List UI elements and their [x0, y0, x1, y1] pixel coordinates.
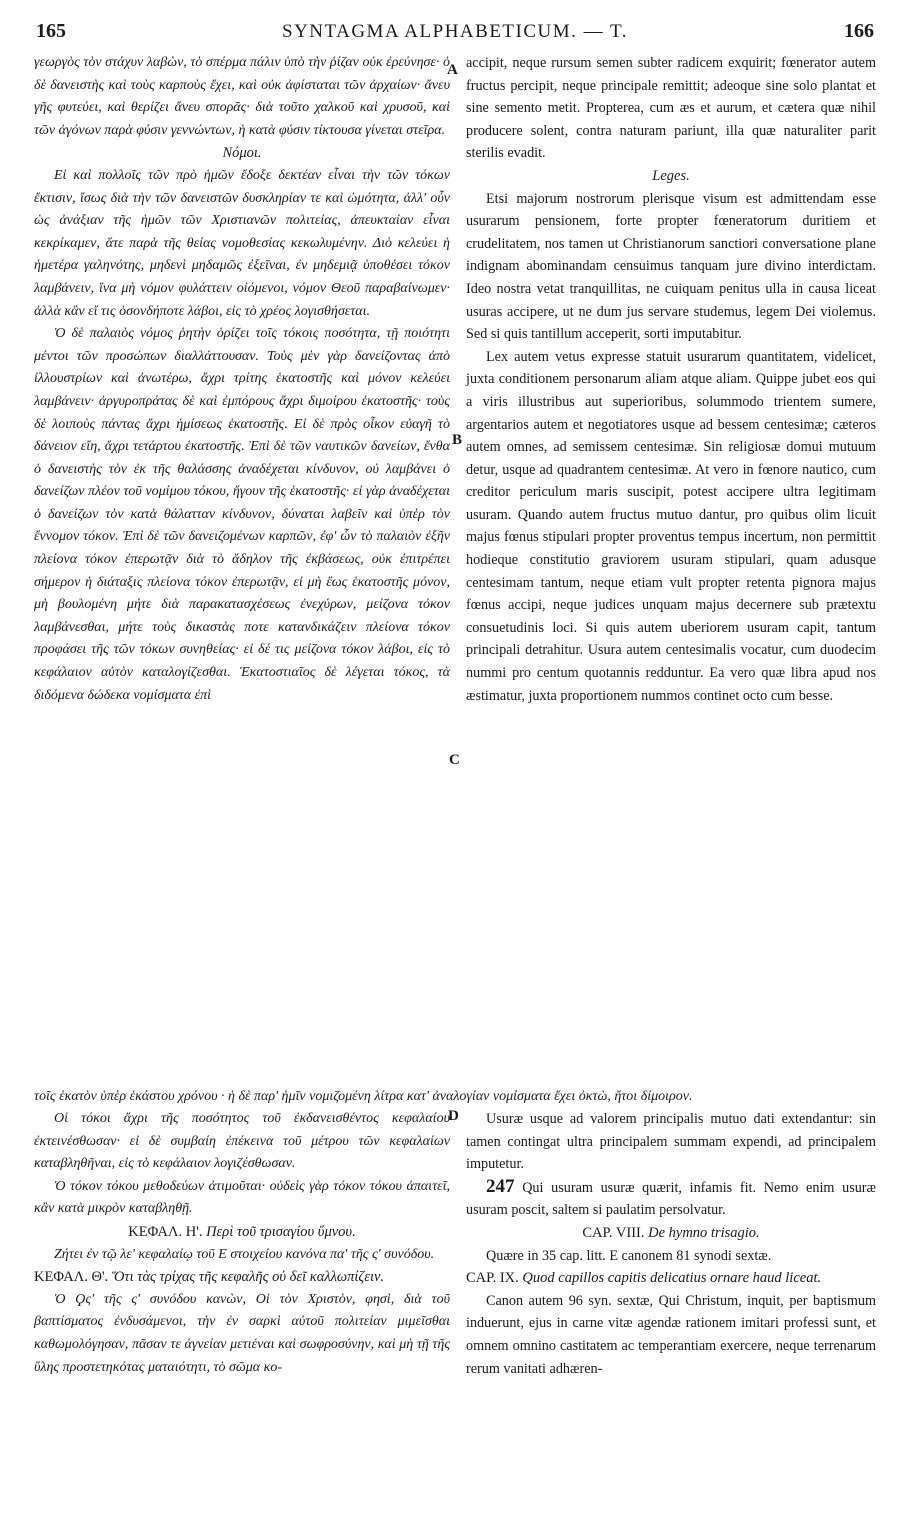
latin-heading-leges: Leges. [652, 167, 690, 184]
latin-paragraph-text: Qui usuram usuræ quærit, infamis fit. Nemo enim usuræ usuram poscit, saltem si paulatim persolvatur. [466, 1179, 876, 1219]
greek-full-width-line: τοῖς ἑκατὸν ὑπὲρ ἑκάστου χρόνου · ἡ δὲ παρ' ἡμῖν νομιζομένη λίτρα κατ' ἀναλογίαν νομίσματα ἔχει ὀκτὼ, ἤτοι δίμοιρον. [34, 1089, 693, 1104]
latin-chapter-9-label: CAP. IX. [466, 1270, 519, 1287]
margin-marker-d: D [448, 1108, 459, 1124]
greek-paragraph: Ὁ τόκον τόκου μεθοδεύων ἀτιμοῦται· οὐδεὶς γὰρ τόκον τόκου ἀπαιτεῖ, κἂν κατὰ μικρὸν καταβληθῇ. [34, 1178, 450, 1217]
latin-upper [466, 52, 876, 707]
greek-lower [34, 1108, 450, 1379]
greek-chapter-8-label: ΚΕΦΑΛ. Η'. [128, 1223, 203, 1240]
greek-paragraph: Ὁ δὲ παλαιὸς νόμος ῥητὴν ὁρίζει τοῖς τόκοις ποσότητα, τῇ ποιότητι μέντοι τῶν προσώπων διαλλάττουσαν. Τοὺς μὲν γὰρ δανείζοντας ἀπὸ ἰλλουστρίων καὶ ἀνωτέρω, ἄχρι τρίτης ἑκατοστῆς καὶ μόνον κελεύει λαμβάνειν· ἀργυροπράτας δὲ καὶ ἐμπόρους ἄχρι διμοίρου ἑκατοστῆς· τοὺς δὲ λοιποὺς πάντας ἄχρι ἡμίσεως ἑκατοστῆς. Εἰ δὲ πρὸς οἶκον εὐαγῆ τὸ δάνειον εἴη, ἄχρι τετάρτου ἑκατοστῆς. Ἐπὶ δὲ τῶν ναυτικῶν δανείων, ἔνθα ὁ δανειστὴς τὸν ἐκ τῆς θαλάσσης ἀναδέχεται κίνδυνον, οὐ λαμβάνει ὁ δανείζων πλέον τοῦ νομίμου τόκου, ἤγουν τῆς ἑκατοστῆς· εἰ γὰρ ἀναδέχεται ὁ δανείζων τὸν κατὰ θάλατταν κίνδυνον, δύναται λαβεῖν καὶ ὑπὲρ τὸν ἔννομον τόκον. Ἐπὶ δὲ τῶν δανειζομένων καρπῶν, ἐφ' ὧν τὸ παλαιὸν ἐξῆν πλείονα τόκον ἐπερωτᾷν διὰ τὸ ἄδηλον τῆς ἐκβάσεως, οὐκ ἐπιτρέπει σήμερον ἡ διάταξις πλείονα τόκον ἐπερωτᾷν, εἰ μὴ ἕως ἑκατοστῆς μόνον, μὴ βουλομένη μήτε διὰ παρακατασχέσεως ἐνεχύρων, μείζονα τόκον λαμβάνεσθαι, μήτε τοὺς δικαστὰς ποτε κατανδικάζειν πλείονα τόκον προφάσει τῆς τῶν τόκων συνηθείας· εἰ δέ τις μείζονα τόκον λάβοι, εἰς τὸ κεφάλαιον αὐτὸν καταλογίζεσθαι. Ἑκατοστιαῖος δὲ λέγεται τόκος, τὰ διδόμενα δώδεκα νομίσματα ἐπὶ [34, 326, 450, 703]
margin-marker-a: A [447, 62, 458, 78]
greek-upper [34, 52, 450, 707]
latin-paragraph: Canon autem 96 syn. sextæ, Qui Christum, inquit, per baptismum induerunt, ejus in carne vitæ agendæ rationem imitari professi sunt, et omnem omnino castitatem ac temperantiam exercere, neque terrenarum rerum vanitati adhæren- [466, 1292, 876, 1377]
latin-chapter-8-label: CAP. VIII. [582, 1224, 645, 1241]
latin-chapter-9-title: Quod capillos capitis delicatius ornare haud liceat. [522, 1270, 822, 1287]
latin-chapter-8-title: De hymno trisagio. [648, 1224, 760, 1241]
latin-paragraph: Quære in 35 cap. litt. E canonem 81 synodi sextæ. [486, 1247, 772, 1264]
greek-heading-nomoi: Νόμοι. [222, 145, 262, 162]
latin-paragraph: Lex autem vetus expresse statuit usurarum quantitatem, videlicet, juxta conditionem personarum aliam atque aliam. Quippe jubet eos qui a viris illustribus aut superioribus, solummodo trientem sumere, argentarios autem et negotiatores usque ad bessem centesimæ; cæteros autem omnes, ad semissem centesimæ. Sin religiosæ domui mutuum detur, usque ad quadrantem centesimæ. At vero in fœnore nautico, cum creditor periculum maris suscipit, potest accipere ultra legitimam usuram. Quando autem fructus mutuo dantur, pro quibus olim licuit majus fœnus stipulari propter proventus tempus incertum, non permittit hodieque constitutio graviorem usuram stipulari, quam adusque centesimam tantum, neque etiam vult propter retenta pignora majus fœnus accipi, neque judices unquam majus decernere sub prætextu consuetudinis loci. Si quis autem uberiorem usuram capit, tantum principali detrahitur. Usura autem centesimalis vocatur, cum duodecim nummi pro centum quotannis redduntur. Ea vero quæ libra apud nos æstimatur, juxta proportionem nummos continet octo cum besse. [466, 348, 876, 704]
margin-marker-c: C [449, 752, 460, 768]
latin-chapter-9-heading [466, 1267, 876, 1290]
page-number-right: 166 [844, 20, 874, 42]
running-title: SYNTAGMA ALPHABETICUM. — T. [282, 21, 628, 42]
greek-paragraph: Ζήτει ἐν τῷ λε' κεφαλαίῳ τοῦ Ε στοιχείου κανόνα πα' τῆς ς' συνόδου. [54, 1246, 435, 1262]
greek-chapter-9-label: ΚΕΦΑΛ. Θ'. [34, 1269, 109, 1286]
greek-paragraph: Οἱ τόκοι ἄχρι τῆς ποσότητος τοῦ ἐκδανεισθέντος κεφαλαίου ἐκτεινέσθωσαν· εἰ δὲ συμβαίη ἐπέκεινα τοῦ μέτρου τῶν κεφαλαίων καταβληθῆναι, εἰς τὸ κεφάλαιον λογιζέσθωσαν. [34, 1111, 450, 1172]
greek-paragraph: Ὁ Ϙς' τῆς ς' συνόδου κανὼν, Οἱ τὸν Χριστὸν, φησὶ, διὰ τοῦ βαπτίσματος ἐνδυσάμενοι, τὴν ἐν σαρκὶ αὐτοῦ πολιτείαν μιμεῖσθαι καθωμολόγησαν, πᾶσαν τε ἁγνείαν μετιέναι καὶ σωφροσύνην, καὶ μὴ τῇ τῆς ὕλης προστετηκότας ματαιότητι, τὸ σῶμα κο- [34, 1291, 450, 1375]
latin-lower [466, 1108, 876, 1380]
page-number-left: 165 [36, 20, 66, 42]
greek-chapter-9-title: Ὅτι τὰς τρίχας τῆς κεφαλῆς οὐ δεῖ καλλωπίζειν. [111, 1269, 385, 1286]
column-number: 247 [486, 1175, 515, 1197]
page-header [36, 20, 874, 44]
greek-paragraph: Εἰ καὶ πολλοῖς τῶν πρὸ ἡμῶν ἔδοξε δεκτέαν εἶναι τὴν τῶν τόκων ἔκτισιν, ἴσως διὰ τὴν τῶν δανειστῶν δυσκληρίαν τε καὶ ὠμότητα, ἀλλ' οὖν ὡς ἀνάξιαν τῆς ἡμῶν τῶν Χριστιανῶν πολιτείας, ἀπευκταίαν εἶναι κεκρίκαμεν, ἅτε παρὰ τῆς θείας νομοθεσίας κεκωλυμένην. Διὸ κελεύει ἡ ἡμετέρα γαληνότης, μηδενὶ μηδαμῶς ἐξεῖναι, ἐν μηδεμιᾷ ὑποθέσει τόκον λαμβάνειν, ἵνα μὴ νόμον φυλάττειν οἰόμενοι, νόμον Θεοῦ παραβαίνωμεν· ἀλλὰ κἂν εἴ τις ὁσονδήποτε λάβοι, εἰς τὸ χρέος λογισθήσεται. [34, 167, 450, 319]
latin-chapter-8-heading [466, 1222, 876, 1245]
greek-chapter-8-heading [34, 1221, 450, 1244]
greek-chapter-9-heading [34, 1266, 450, 1289]
latin-paragraph: accipit, neque rursum semen subter radicem exquirit; fœnerator autem fructus percipit, neque principale remittit; adeoque sine solo plantat et sine semento metit. Propterea, cum æs et aurum, et cætera quæ nihil producere solent, contra naturam pariunt, illa quæ naturaliter parit sterilis evadit. [466, 55, 876, 162]
greek-paragraph: γεωργὸς τὸν στάχυν λαβὼν, τὸ σπέρμα πάλιν ὑπὸ τὴν ῥίζαν οὐκ ἐρεύνησε· ὁ δὲ δανειστὴς καὶ τοὺς καρποὺς ἔχει, καὶ οὐκ ἀφίσταται τῶν ἀρχαίων· ἄνευ γῆς φυτεύει, καὶ θερίζει ἄνευ σπορᾶς· διὰ τοῦτο χαλκοῦ καὶ χρυσοῦ, καὶ τῶν ἀγόνων παρὰ φύσιν γεννώντων, ἡ κατὰ φύσιν τίκτουσα γίνεται στεῖρα. [34, 55, 450, 138]
latin-paragraph: Usuræ usque ad valorem principalis mutuo dati extendantur: sin tamen contingat ultra principalem summam expendi, ad principalem imputetur. [466, 1111, 876, 1173]
greek-chapter-8-title: Περὶ τοῦ τρισαγίου ὕμνου. [206, 1223, 356, 1240]
latin-paragraph: Etsi majorum nostrorum plerisque visum est admittendam esse usurarum pensionem, forte propter fœneratorum duritiem et crudelitatem, nos tamen ut Christianorum sanctiori conversatione plane indignam abominandam censuimus tanquam jure divino interdictam. Ideo nostra vetat tranquillitas, ne cuiquam penitus ulla in causa liceat usuras accipere, ut ne dum jus servare studemus, legem Dei violemus. Sed si quis tantillum acceperit, sorti imputabitur. [466, 190, 876, 343]
margin-marker-b: B [452, 432, 463, 448]
latin-paragraph-247 [466, 1176, 876, 1222]
